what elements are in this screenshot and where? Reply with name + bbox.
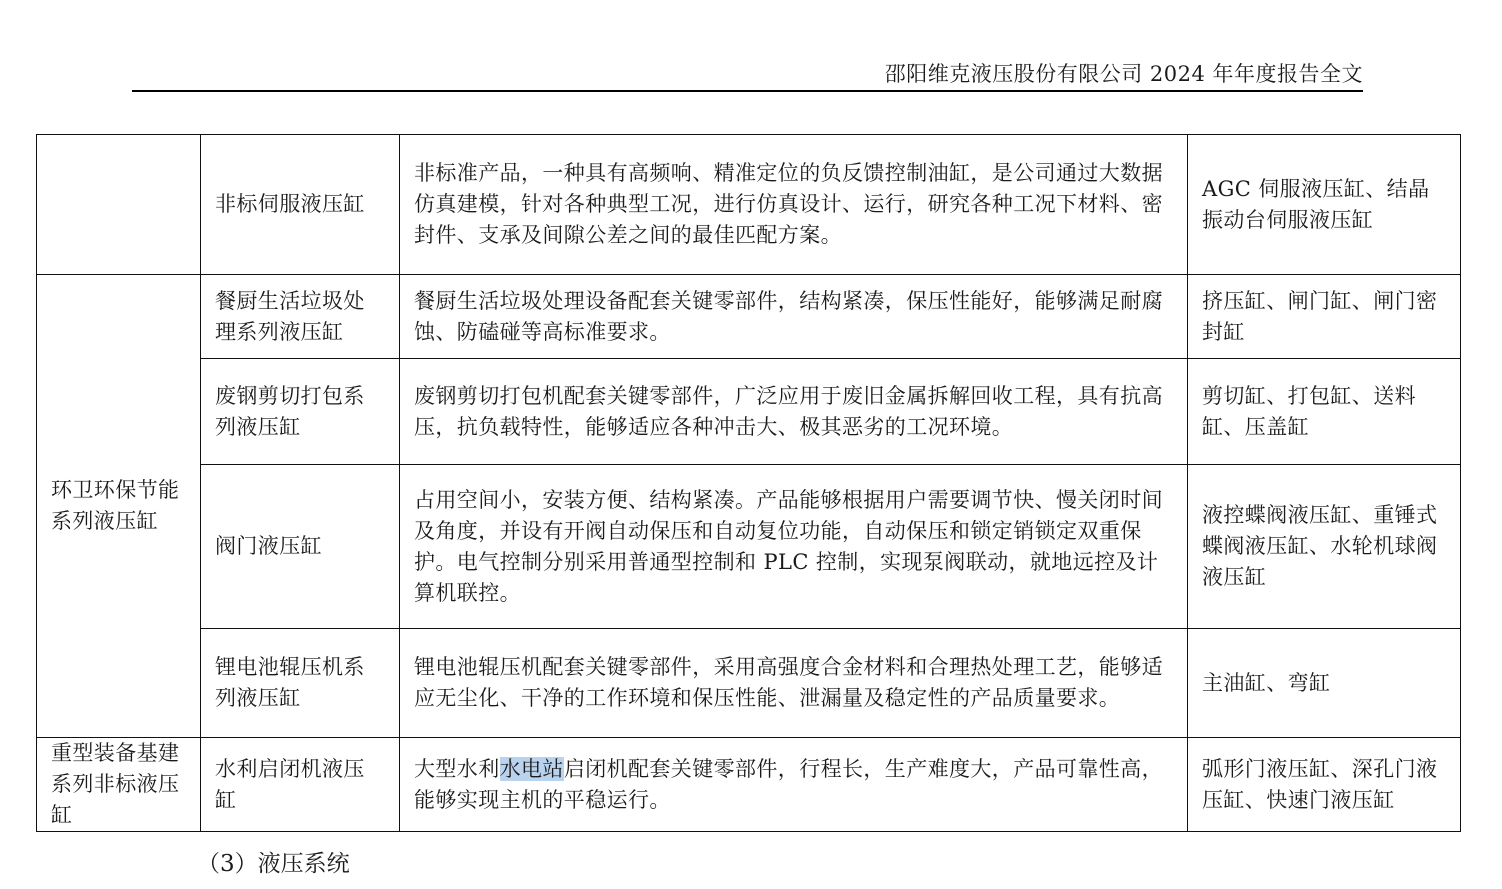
models-cell: 剪切缸、打包缸、送料缸、压盖缸: [1188, 359, 1461, 465]
models-cell: 挤压缸、闸门缸、闸门密封缸: [1188, 275, 1461, 359]
selected-text-highlight[interactable]: 水电站: [499, 756, 564, 781]
section-heading: （3）液压系统: [197, 851, 350, 877]
description-cell[interactable]: 废钢剪切打包机配套关键零部件，广泛应用于废旧金属拆解回收工程，具有抗高压，抗负载特性，能够适应各种冲击大、极其恶劣的工况环境。: [400, 359, 1188, 465]
category-cell: [37, 135, 201, 275]
product-name-cell: 非标伺服液压缸: [201, 135, 400, 275]
description-cell[interactable]: 餐厨生活垃圾处理设备配套关键零部件，结构紧凑，保压性能好，能够满足耐腐蚀、防磕碰等高标准要求。: [400, 275, 1188, 359]
description-cell[interactable]: 非标准产品，一种具有高频响、精准定位的负反馈控制油缸，是公司通过大数据仿真建模，针对各种典型工况，进行仿真设计、运行，研究各种工况下材料、密封件、支承及间隙公差之间的最佳匹配方案。: [400, 135, 1188, 275]
description-cell[interactable]: 锂电池辊压机配套关键零部件，采用高强度合金材料和合理热处理工艺，能够适应无尘化、干净的工作环境和保压性能、泄漏量及稳定性的产品质量要求。: [400, 629, 1188, 738]
description-cell[interactable]: [400, 738, 1188, 832]
product-name-cell: 水利启闭机液压缸: [201, 738, 400, 832]
table-row: [37, 738, 1461, 832]
table-row: [37, 465, 1461, 629]
product-name-cell: 锂电池辊压机系列液压缸: [201, 629, 400, 738]
description-cell[interactable]: 占用空间小，安装方便、结构紧凑。产品能够根据用户需要调节快、慢关闭时间及角度，并设有开阀自动保压和自动复位功能，自动保压和锁定销锁定双重保护。电气控制分别采用普通型控制和 PLC 控制，实现泵阀联动，就地远控及计算机联控。: [400, 465, 1188, 629]
description-text: 大型水利: [414, 756, 500, 781]
models-cell: 液控蝶阀液压缸、重锤式蝶阀液压缸、水轮机球阀液压缸: [1188, 465, 1461, 629]
models-cell: AGC 伺服液压缸、结晶振动台伺服液压缸: [1188, 135, 1461, 275]
product-name-cell: 阀门液压缸: [201, 465, 400, 629]
table-row: [37, 359, 1461, 465]
models-cell: 弧形门液压缸、深孔门液压缸、快速门液压缸: [1188, 738, 1461, 832]
product-name-cell: 餐厨生活垃圾处理系列液压缸: [201, 275, 400, 359]
models-cell: 主油缸、弯缸: [1188, 629, 1461, 738]
table-row: [37, 135, 1461, 275]
description-text: 启闭机配套关键零部件，行程长，生产难度大，产品可靠性高，能够实现主机的平稳运行。: [414, 756, 1164, 812]
report-title: 邵阳维克液压股份有限公司 2024 年年度报告全文: [884, 62, 1363, 86]
table-row: [37, 275, 1461, 359]
category-cell: 环卫环保节能系列液压缸: [37, 275, 201, 738]
table-row: [37, 629, 1461, 738]
category-cell: 重型装备基建系列非标液压缸: [37, 738, 201, 832]
product-name-cell: 废钢剪切打包系列液压缸: [201, 359, 400, 465]
product-table: [36, 134, 1461, 832]
report-header: [132, 56, 1363, 92]
